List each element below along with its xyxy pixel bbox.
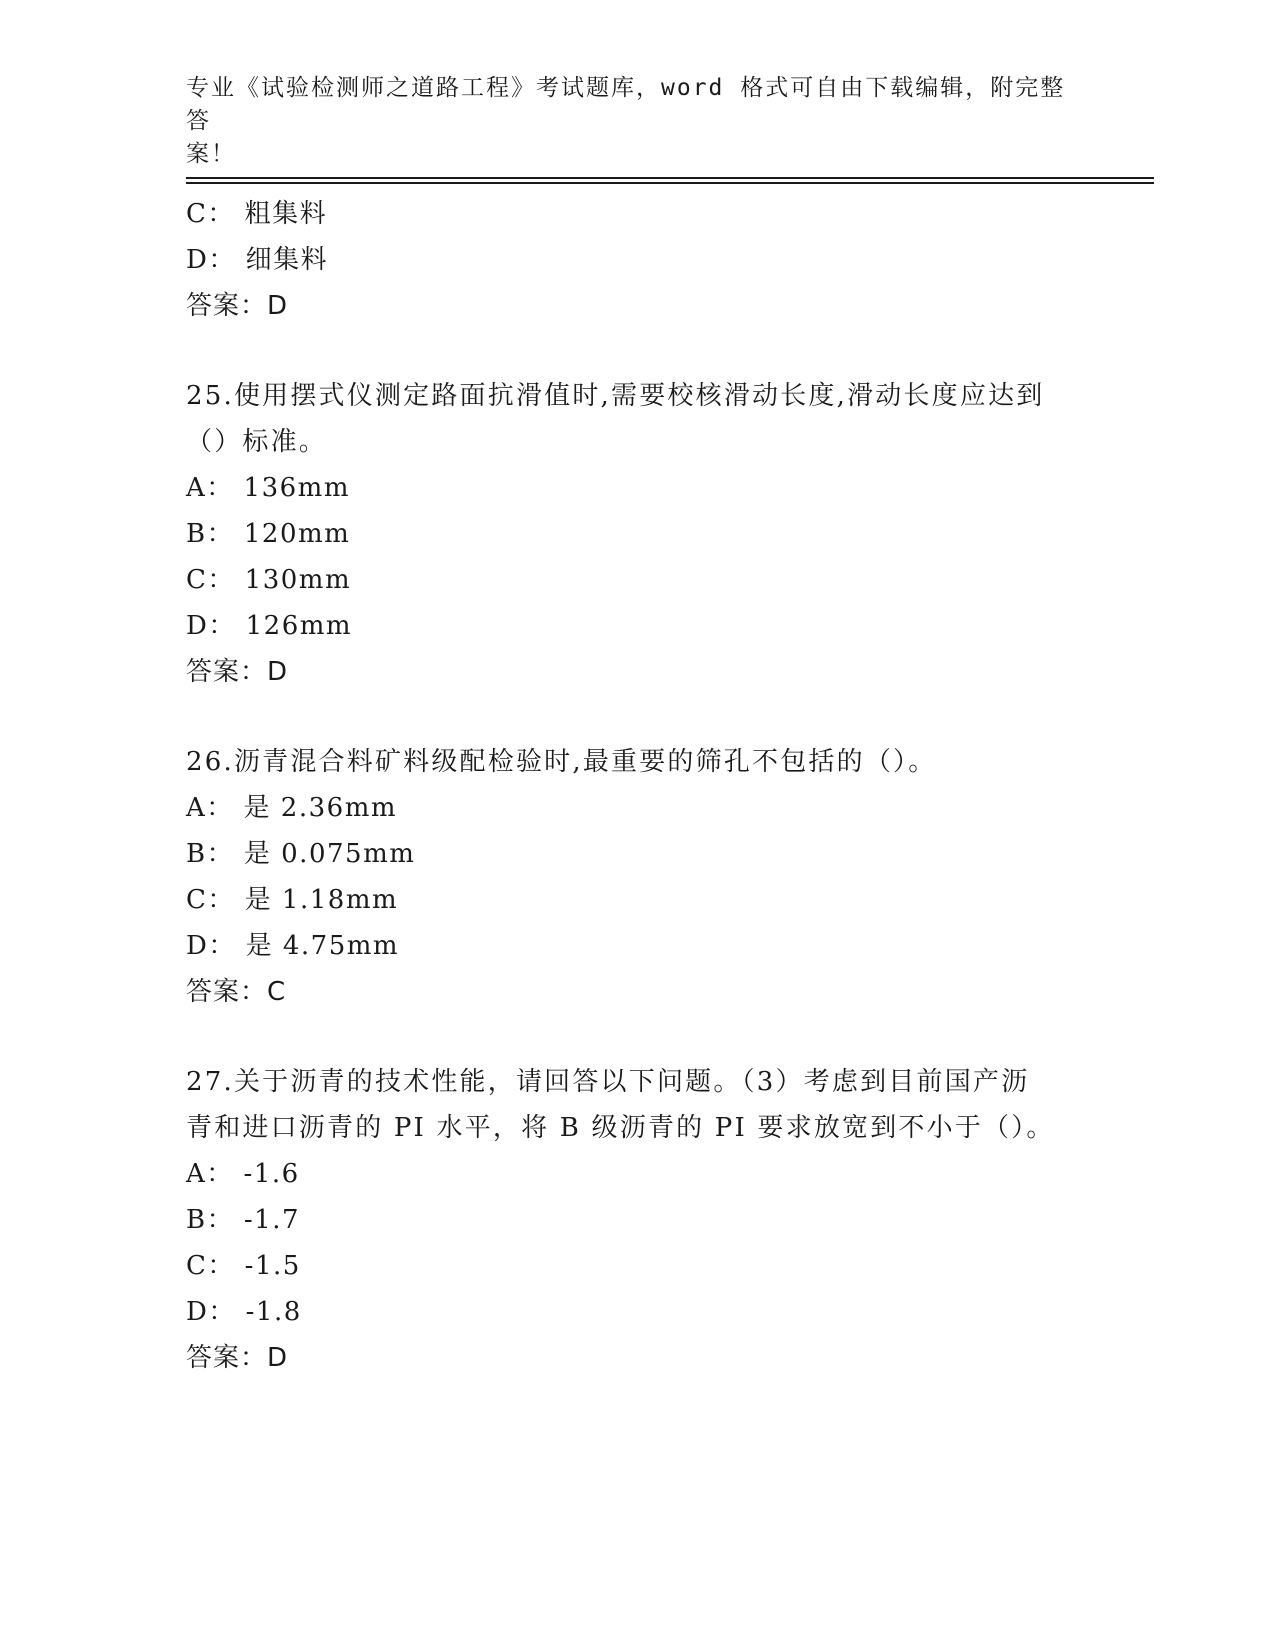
option-c: C： 130mm: [186, 565, 352, 595]
question-stem-line: （）标准。: [186, 427, 328, 457]
option-d: D： 126mm: [186, 611, 353, 641]
answer-line: 答案：D: [186, 1343, 289, 1373]
question-26: [186, 739, 1086, 1015]
option-a: A： -1.6: [186, 1159, 300, 1189]
option-c: C： 粗集料: [186, 199, 328, 229]
option-d: D： 细集料: [186, 245, 329, 275]
answer-line: 答案：D: [186, 291, 289, 321]
option-c: C： -1.5: [186, 1251, 301, 1281]
header-divider-bottom: [186, 182, 1154, 184]
prev-question: [186, 191, 1086, 329]
question-25: [186, 373, 1086, 695]
question-stem-line: 26.沥青混合料矿料级配检验时,最重要的筛孔不包括的（）。: [186, 747, 937, 777]
option-d: D： 是 4.75mm: [186, 931, 400, 961]
answer-line: 答案：D: [186, 657, 289, 687]
option-a: A： 是 2.36mm: [186, 793, 398, 823]
question-27: [186, 1059, 1086, 1381]
question-stem-line: 27.关于沥青的技术性能，请回答以下问题。（3）考虑到目前国产沥: [186, 1067, 1030, 1097]
question-list: [186, 191, 1086, 1381]
header-line-1: 专业《试验检测师之道路工程》考试题库，word 格式可自由下载编辑，附完整答: [186, 75, 1066, 134]
option-a: A： 136mm: [186, 473, 350, 503]
question-stem-line: 25.使用摆式仪测定路面抗滑值时,需要校核滑动长度,滑动长度应达到: [186, 381, 1045, 411]
header-line-2: 案！: [186, 141, 236, 167]
option-b: B： 120mm: [186, 519, 351, 549]
document-header: [186, 72, 1066, 171]
answer-line: 答案：C: [186, 977, 287, 1007]
option-d: D： -1.8: [186, 1297, 302, 1327]
header-divider-top: [186, 177, 1154, 179]
option-c: C： 是 1.18mm: [186, 885, 399, 915]
option-b: B： 是 0.075mm: [186, 839, 416, 869]
question-stem-line: 青和进口沥青的 PI 水平，将 B 级沥青的 PI 要求放宽到不小于（）。: [186, 1113, 1055, 1143]
option-b: B： -1.7: [186, 1205, 301, 1235]
